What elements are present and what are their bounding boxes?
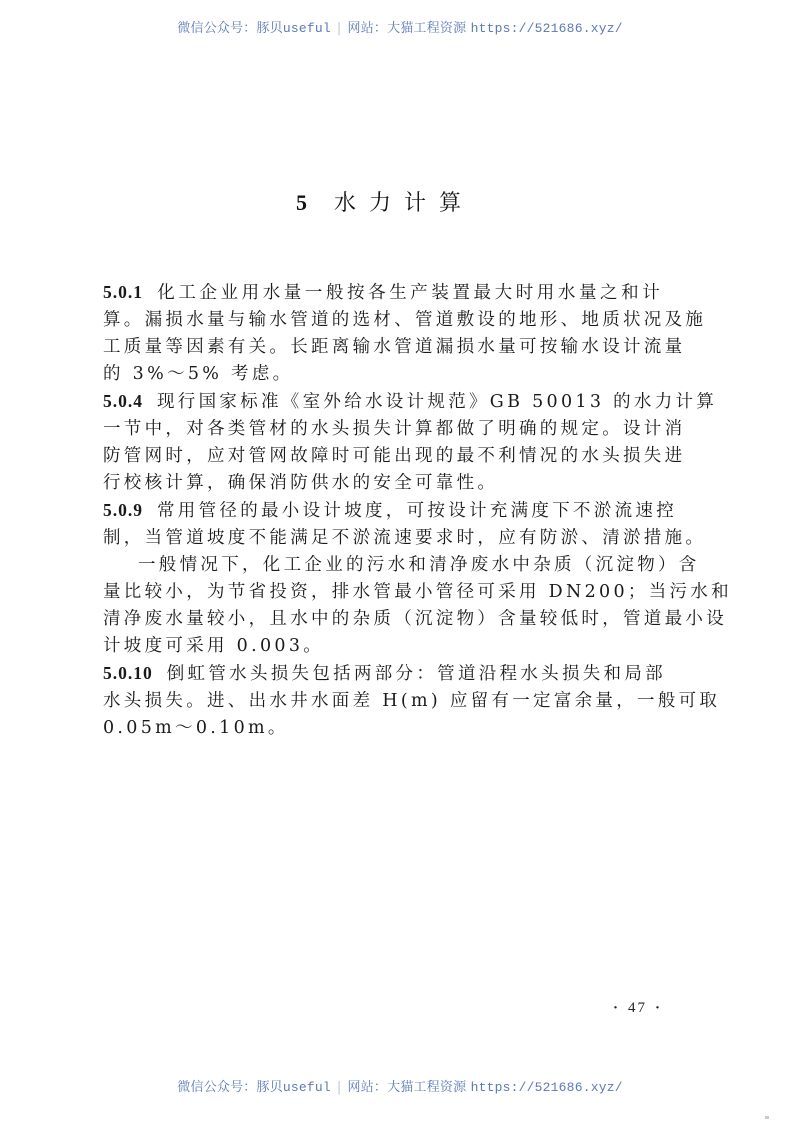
clause-number: 5.0.1 <box>103 282 143 302</box>
clause-number: 5.0.10 <box>103 663 153 683</box>
section-5-0-1 <box>103 279 707 388</box>
text-line: 现行国家标准《室外给水设计规范》GB 50013 的水力计算 <box>157 392 718 412</box>
site-label: 网站：大猫工程资源 <box>347 1080 467 1095</box>
section-5-0-9 <box>103 497 707 552</box>
watermark-top <box>0 17 800 36</box>
clause-number: 5.0.9 <box>103 500 143 520</box>
text-line: 的 3%～5% 考虑。 <box>103 364 294 384</box>
text-line: 化工企业用水量一般按各生产装置最大时用水量之和计 <box>157 283 663 303</box>
text-line: 一般情况下，化工企业的污水和清净废水中杂质（沉淀物）含 <box>138 555 700 575</box>
wechat-label: 微信公众号：豚贝 <box>177 1080 283 1095</box>
text-line: 制，当管道坡度不能满足不淤流速要求时，应有防淤、清淤措施。 <box>103 528 707 548</box>
text-line: 水头损失。进、出水井水面差 H(m) 应留有一定富余量，一般可取 <box>103 691 721 711</box>
wechat-name: useful <box>282 1080 331 1095</box>
text-line: 倒虹管水头损失包括两部分：管道沿程水头损失和局部 <box>166 664 666 684</box>
text-line: 常用管径的最小设计坡度，可按设计充满度下不淤流速控 <box>157 501 677 521</box>
scan-artifact <box>765 1116 769 1119</box>
text-line: 清净废水量较小，且水中的杂质（沉淀物）含量较低时，管道最小设 <box>103 609 727 629</box>
watermark-bottom <box>0 1076 800 1095</box>
text-line: 计坡度可采用 0.003。 <box>103 636 325 656</box>
watermark-separator: | <box>336 21 342 36</box>
site-url-link[interactable]: https://521686.xyz/ <box>470 21 623 36</box>
page-number-value: 47 <box>628 1000 648 1016</box>
bullet-right: · <box>655 1000 663 1016</box>
document-body <box>103 279 732 742</box>
section-5-0-4 <box>103 388 718 497</box>
bullet-left: · <box>613 1000 621 1016</box>
text-line: 一节中，对各类管材的水头损失计算都做了明确的规定。设计消 <box>103 419 686 439</box>
chapter-title <box>0 186 770 217</box>
page-number <box>605 1000 670 1017</box>
chapter-number: 5 <box>295 190 320 215</box>
text-line: 算。漏损水量与输水管道的选材、管道敷设的地形、地质状况及施 <box>103 310 707 330</box>
wechat-label: 微信公众号：豚贝 <box>177 21 283 36</box>
text-line: 行校核计算，确保消防供水的安全可靠性。 <box>103 473 499 493</box>
text-line: 防管网时，应对管网故障时可能出现的最不利情况的水头损失进 <box>103 446 686 466</box>
site-url-link[interactable]: https://521686.xyz/ <box>470 1080 623 1095</box>
section-5-0-10 <box>103 660 721 742</box>
site-label: 网站：大猫工程资源 <box>347 21 467 36</box>
watermark-separator: | <box>336 1080 342 1095</box>
section-5-0-9-explanation <box>103 552 732 660</box>
text-line: 量比较小，为节省投资，排水管最小管径可采用 DN200；当污水和 <box>103 582 732 602</box>
chapter-title-text: 水力计算 <box>333 191 474 216</box>
clause-number: 5.0.4 <box>103 391 143 411</box>
text-line: 0.05m～0.10m。 <box>103 718 289 738</box>
text-line: 工质量等因素有关。长距离输水管道漏损水量可按输水设计流量 <box>103 337 686 357</box>
wechat-name: useful <box>282 21 331 36</box>
